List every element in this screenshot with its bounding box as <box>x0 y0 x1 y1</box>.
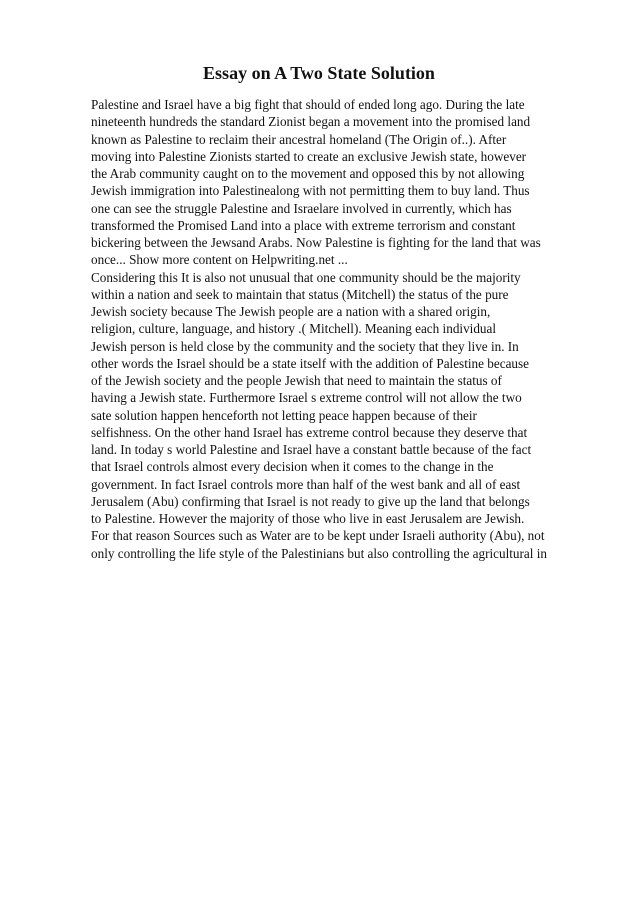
body-line: Jerusalem (Abu) confirming that Israel is not ready to give up the land that belongs <box>91 493 530 509</box>
body-line: land. In today s world Palestine and Israel have a constant battle because of the fact <box>91 442 532 457</box>
body-line: sate solution happen henceforth not letting peace happen because of their <box>91 407 477 423</box>
body-line: religion, culture, language, and history .( Mitchell). Meaning each individual <box>91 321 497 337</box>
body-line: government. In fact Israel controls more than half of the west bank and all of east <box>91 476 521 492</box>
body-line: Jewish society because The Jewish people are a nation with a shared origin, <box>91 304 491 319</box>
body-line: moving into Palestine Zionists started to create an exclusive Jewish state, however <box>91 148 527 164</box>
body-line: selfishness. On the other hand Israel has extreme control because they deserve that <box>91 424 528 440</box>
body-line: to Palestine. However the majority of those who live in east Jerusalem are Jewish. <box>91 511 525 526</box>
body-line: once... Show more content on Helpwriting.net ... <box>91 252 348 268</box>
document-title: Essay on A Two State Solution <box>203 63 435 83</box>
body-line: only controlling the life style of the Palestinians but also controlling the agricultural in <box>91 545 547 561</box>
body-line: bickering between the Jewsand Arabs. Now Palestine is fighting for the land that was <box>91 235 541 250</box>
body-line: Palestine and Israel have a big fight that should of ended long ago. During the late <box>91 97 525 112</box>
body-line: having a Jewish state. Furthermore Israel s extreme control will not allow the two <box>91 390 522 406</box>
body-line: of the Jewish society and the people Jewish that need to maintain the status of <box>91 373 502 388</box>
body-line: that Israel controls almost every decision when it comes to the change in the <box>91 459 494 475</box>
body-line: transformed the Promised Land into a place with extreme terrorism and constant <box>91 217 516 233</box>
body-line: other words the Israel should be a state itself with the addition of Palestine because <box>91 355 529 371</box>
body-line: within a nation and seek to maintain that status (Mitchell) the status of the pure <box>91 286 509 302</box>
body-line: Jewish person is held close by the community and the society that they live in. In <box>91 338 519 354</box>
body-line: Jewish immigration into Palestinealong with not permitting them to buy land. Thus <box>91 183 530 199</box>
body-line: nineteenth hundreds the standard Zionist began a movement into the promised land <box>91 114 531 130</box>
body-line: For that reason Sources such as Water are to be kept under Israeli authority (Abu), not <box>91 528 545 544</box>
document-body <box>91 96 591 562</box>
body-line: the Arab community caught on to the movement and opposed this by not allowing <box>91 166 525 181</box>
body-line: known as Palestine to reclaim their ancestral homeland (The Origin of..). After <box>91 131 507 147</box>
body-line: Considering this It is also not unusual that one community should be the majority <box>91 269 521 285</box>
body-line: one can see the struggle Palestine and Israelare involved in currently, which has <box>91 200 512 216</box>
